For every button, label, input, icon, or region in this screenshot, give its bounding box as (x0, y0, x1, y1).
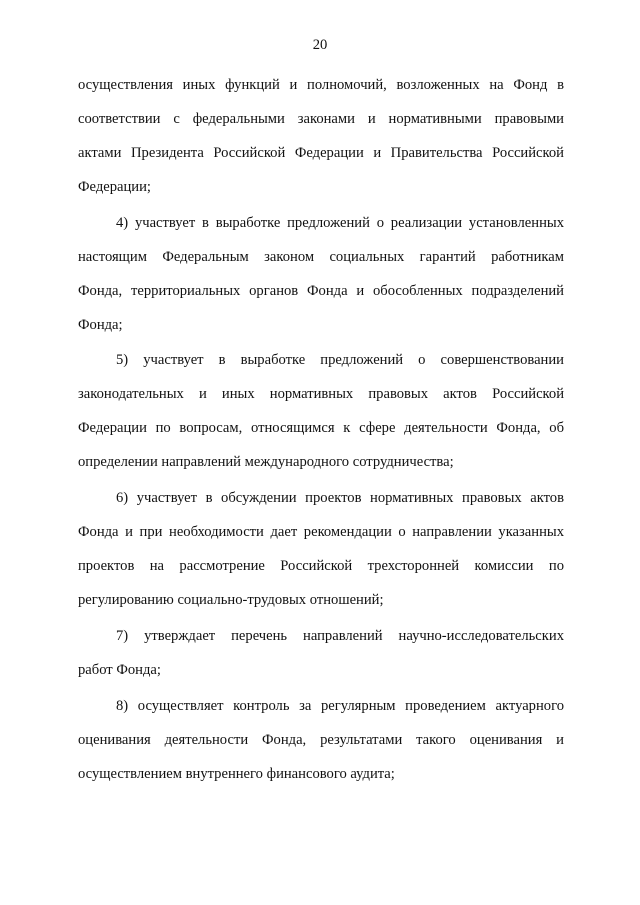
text-line: работ Фонда; (78, 662, 161, 678)
text-line: 7) утверждает перечень направлений научно-исследовательских (116, 628, 564, 644)
text-line: Фонда; (78, 317, 123, 333)
text-line: настоящим Федеральным законом социальных гарантий работникам (78, 249, 564, 265)
text-line: Федерации по вопросам, относящимся к сфере деятельности Фонда, об (78, 420, 564, 436)
text-line: регулированию социально-трудовых отношений; (78, 592, 384, 608)
text-line: законодательных и иных нормативных правовых актов Российской (78, 386, 564, 402)
text-line: осуществления иных функций и полномочий, возложенных на Фонд в (78, 77, 564, 93)
text-line: оценивания деятельности Фонда, результатами такого оценивания и (78, 732, 564, 748)
text-line: 6) участвует в обсуждении проектов нормативных правовых актов (116, 490, 564, 506)
text-line: осуществлением внутреннего финансового аудита; (78, 766, 395, 782)
text-line: Фонда, территориальных органов Фонда и обособленных подразделений (78, 283, 564, 299)
text-line: проектов на рассмотрение Российской трехсторонней комиссии по (78, 558, 564, 574)
text-line: соответствии с федеральными законами и нормативными правовыми (78, 111, 564, 127)
page-number: 20 (312, 37, 328, 53)
text-line: определении направлений международного сотрудничества; (78, 454, 454, 470)
text-line: Фонда и при необходимости дает рекомендации о направлении указанных (78, 524, 564, 540)
text-line: 8) осуществляет контроль за регулярным проведением актуарного (116, 698, 564, 714)
text-line: Федерации; (78, 179, 151, 195)
text-line: актами Президента Российской Федерации и Правительства Российской (78, 145, 564, 161)
text-line: 4) участвует в выработке предложений о реализации установленных (116, 215, 564, 231)
text-line: 5) участвует в выработке предложений о совершенствовании (116, 352, 564, 368)
